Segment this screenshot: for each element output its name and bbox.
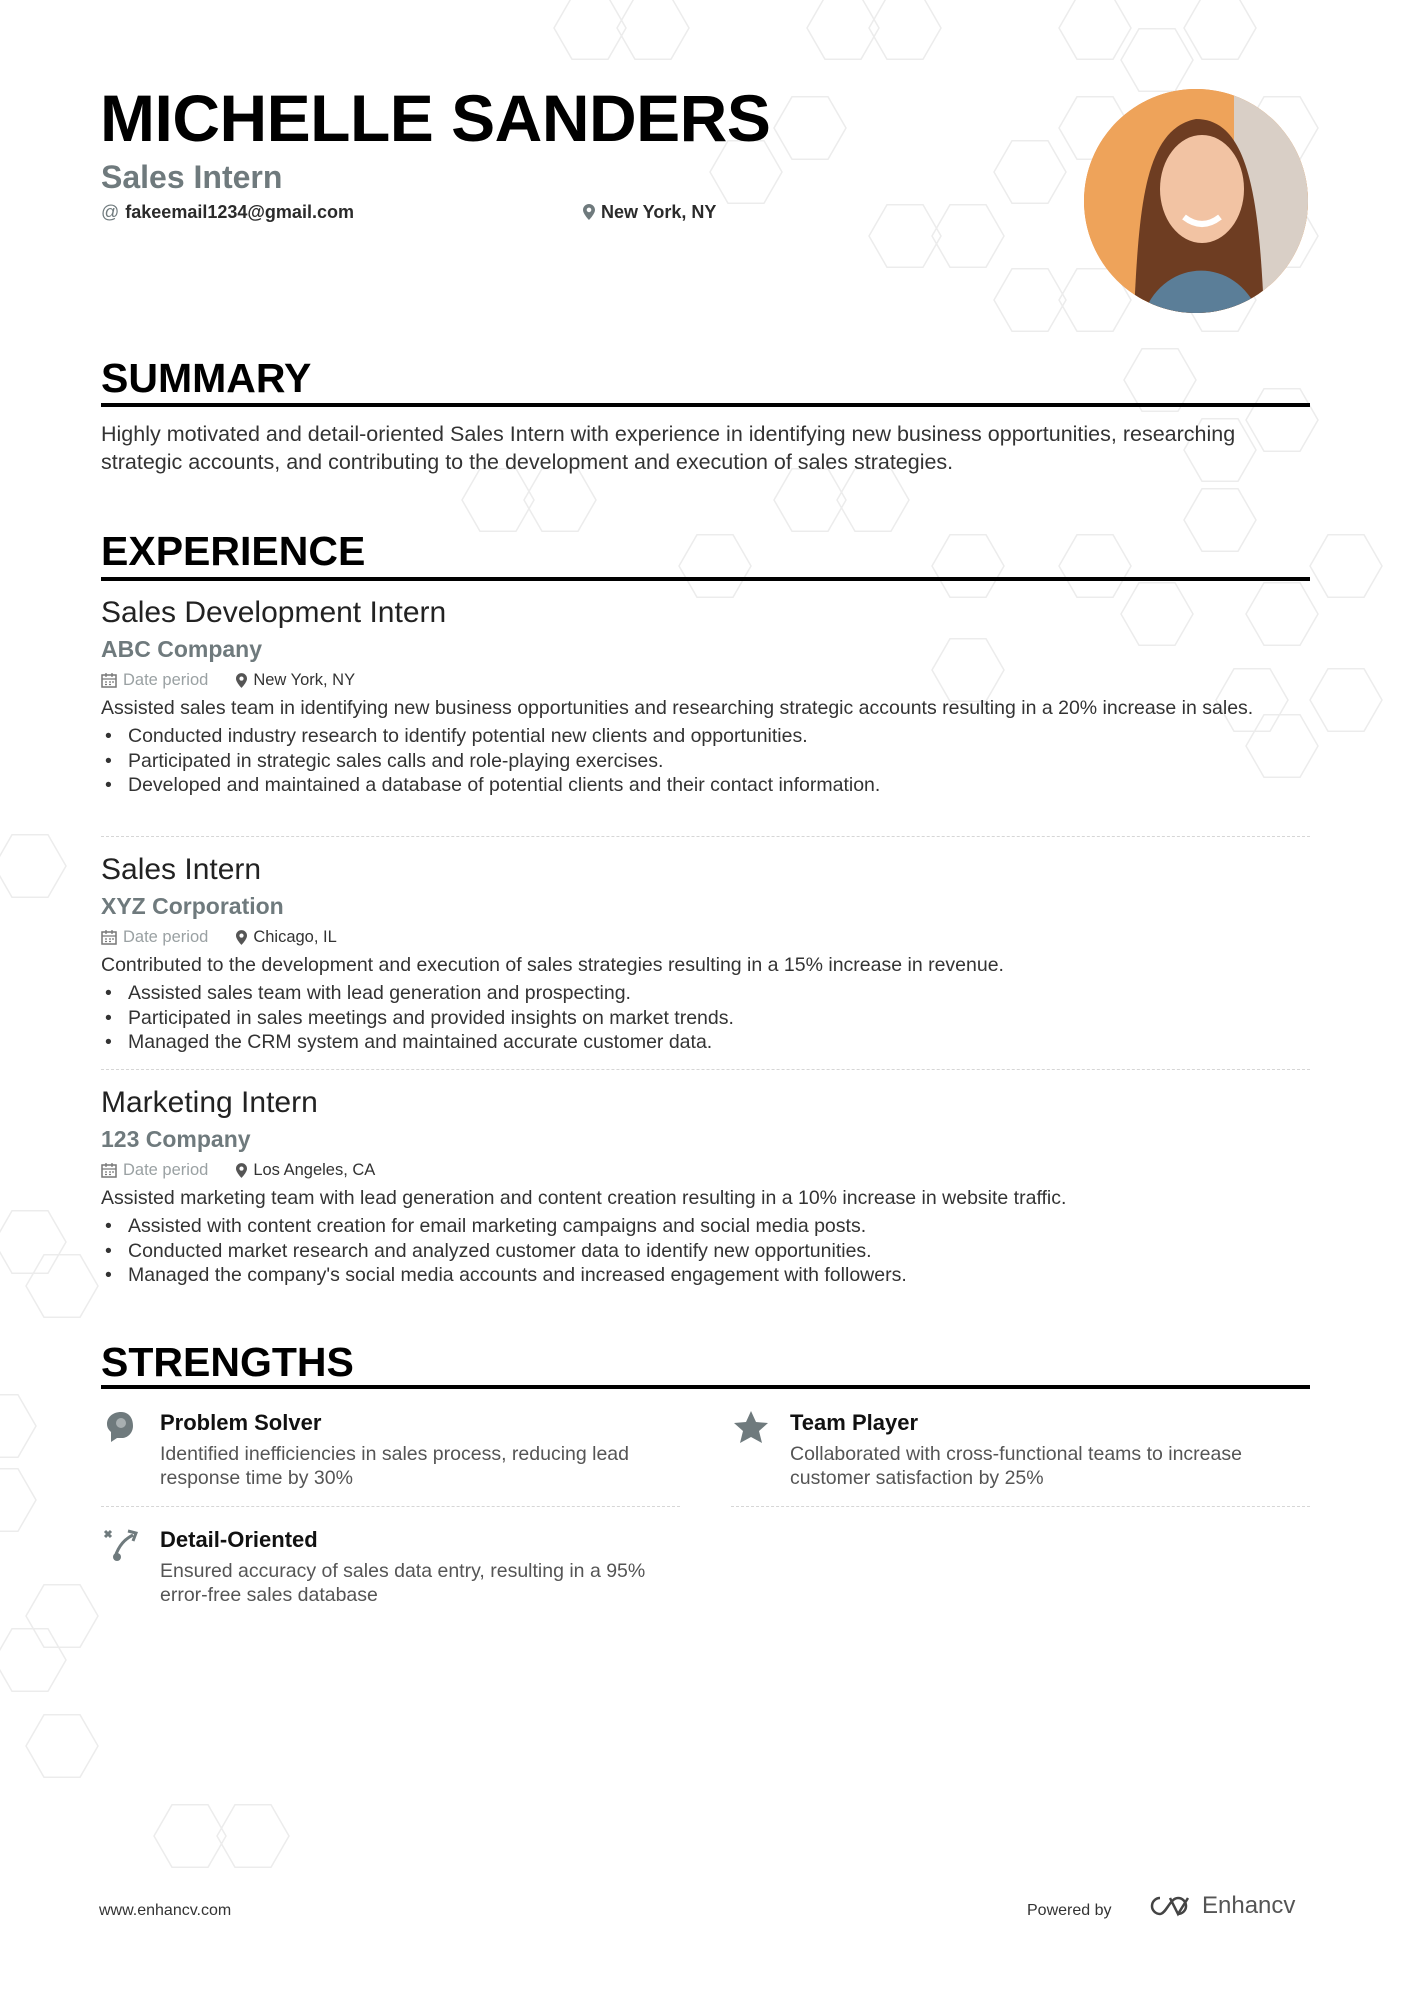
job-title: Marketing Intern bbox=[101, 1086, 318, 1119]
location-pin-icon bbox=[236, 673, 247, 688]
hexagon-shape bbox=[994, 141, 1066, 203]
hexagon-shape bbox=[994, 269, 1066, 331]
hexagon-shape bbox=[679, 535, 751, 597]
job-bullet: • Managed the company's social media accounts and increased engagement with followers. bbox=[101, 1263, 1310, 1288]
job-meta bbox=[101, 925, 1310, 949]
job-bullet: • Conducted industry research to identify potential new clients and opportunities. bbox=[101, 724, 1310, 749]
at-icon: @ bbox=[101, 202, 120, 222]
hexagon-shape bbox=[554, 0, 626, 59]
hexagon-shape bbox=[0, 1395, 36, 1457]
hexagon-shape bbox=[0, 835, 66, 897]
date-period: Date period bbox=[123, 1161, 209, 1179]
job-description: Contributed to the development and execution of sales strategies resulting in a 15% increase in revenue. bbox=[101, 954, 1004, 976]
email-contact[interactable] bbox=[101, 200, 354, 224]
candidate-name: MICHELLE SANDERS bbox=[100, 81, 771, 155]
hexagon-shape bbox=[1124, 349, 1196, 411]
hexagon-shape bbox=[26, 1255, 98, 1317]
hexagon-shape bbox=[774, 97, 846, 159]
hexagon-shape bbox=[869, 205, 941, 267]
star-icon bbox=[731, 1408, 771, 1448]
job-bullet: • Participated in strategic sales calls and role-playing exercises. bbox=[101, 749, 1310, 774]
job-location: Los Angeles, CA bbox=[253, 1161, 376, 1179]
strength-description: Ensured accuracy of sales data entry, resulting in a 95% error-free sales database bbox=[160, 1560, 646, 1606]
hexagon-shape bbox=[1121, 29, 1193, 91]
website-link[interactable]: www.enhancv.com bbox=[99, 1902, 232, 1919]
company-name: ABC Company bbox=[101, 636, 263, 662]
job-bullet: • Conducted market research and analyzed customer data to identify new opportunities. bbox=[101, 1239, 1310, 1264]
job-bullets bbox=[101, 981, 1310, 1055]
strengths-divider bbox=[101, 1385, 1310, 1389]
experience-heading: EXPERIENCE bbox=[101, 528, 366, 574]
experience-entry bbox=[101, 594, 1310, 798]
email-text: fakeemail1234@gmail.com bbox=[125, 202, 354, 222]
location-pin-icon bbox=[236, 1163, 247, 1178]
job-description: Assisted sales team in identifying new business opportunities and researching strategic accounts resulting in a 20% increase in sales. bbox=[101, 697, 1254, 719]
strength-description: Collaborated with cross-functional teams to increase customer satisfaction by 25% bbox=[790, 1443, 1242, 1489]
hexagon-shape bbox=[774, 469, 846, 531]
strategy-icon bbox=[101, 1525, 141, 1565]
location-pin-icon bbox=[236, 930, 247, 945]
job-description: Assisted marketing team with lead generation and content creation resulting in a 10% increase in website traffic. bbox=[101, 1187, 1067, 1209]
job-bullet: • Managed the CRM system and maintained accurate customer data. bbox=[101, 1030, 1310, 1055]
strengths-heading: STRENGTHS bbox=[101, 1339, 354, 1385]
job-meta bbox=[101, 668, 1310, 692]
calendar-icon bbox=[101, 1162, 117, 1178]
hexagon-shape bbox=[26, 1585, 98, 1647]
hexagon-shape bbox=[0, 1469, 36, 1531]
hexagon-shape bbox=[1310, 669, 1382, 731]
strength-description: Identified inefficiencies in sales process, reducing lead response time by 30% bbox=[160, 1443, 629, 1489]
hexagon-shape bbox=[1059, 0, 1131, 59]
candidate-role: Sales Intern bbox=[101, 159, 283, 195]
job-bullet: • Assisted with content creation for email marketing campaigns and social media posts. bbox=[101, 1214, 1310, 1239]
experience-divider bbox=[101, 577, 1310, 581]
job-title: Sales Development Intern bbox=[101, 596, 447, 629]
hexagon-shape bbox=[217, 1805, 289, 1867]
date-period: Date period bbox=[123, 671, 209, 689]
job-bullets bbox=[101, 1214, 1310, 1288]
hexagon-shape bbox=[0, 1211, 66, 1273]
experience-separator bbox=[101, 836, 1310, 837]
location-text: New York, NY bbox=[601, 202, 717, 222]
job-title: Sales Intern bbox=[101, 853, 262, 886]
hexagon-shape bbox=[154, 1805, 226, 1867]
job-location: New York, NY bbox=[253, 671, 356, 689]
hexagon-shape bbox=[807, 0, 879, 59]
enhancv-brand: Enhancv bbox=[1202, 1892, 1296, 1919]
company-name: XYZ Corporation bbox=[101, 893, 284, 919]
summary-heading: SUMMARY bbox=[101, 355, 312, 401]
experience-entry bbox=[101, 851, 1310, 1055]
job-bullets bbox=[101, 724, 1310, 798]
location-contact bbox=[583, 200, 716, 224]
powered-by-label: Powered by bbox=[1027, 1902, 1112, 1919]
summary-divider bbox=[101, 403, 1310, 407]
calendar-icon bbox=[101, 672, 117, 688]
strength-item bbox=[731, 1408, 1311, 1490]
hexagon-shape bbox=[837, 469, 909, 531]
hexagon-shape bbox=[617, 0, 689, 59]
hexagon-shape bbox=[1184, 0, 1256, 59]
strength-title: Team Player bbox=[790, 1410, 919, 1435]
strength-separator bbox=[101, 1506, 680, 1507]
strength-separator bbox=[731, 1506, 1310, 1507]
company-name: 123 Company bbox=[101, 1126, 251, 1152]
hexagon-shape bbox=[932, 205, 1004, 267]
hexagon-shape bbox=[1310, 535, 1382, 597]
enhancv-logo-icon bbox=[1146, 1894, 1192, 1918]
location-pin-icon bbox=[583, 204, 595, 220]
hexagon-shape bbox=[1184, 489, 1256, 551]
hexagon-shape bbox=[1059, 535, 1131, 597]
calendar-icon bbox=[101, 929, 117, 945]
experience-separator bbox=[101, 1069, 1310, 1070]
hexagon-shape bbox=[0, 1629, 66, 1691]
job-bullet: • Developed and maintained a database of potential clients and their contact information. bbox=[101, 773, 1310, 798]
strength-item bbox=[101, 1525, 681, 1607]
strength-item bbox=[101, 1408, 681, 1490]
job-bullet: • Participated in sales meetings and provided insights on market trends. bbox=[101, 1006, 1310, 1031]
job-location: Chicago, IL bbox=[253, 928, 337, 946]
enhancv-logo[interactable] bbox=[1146, 1892, 1295, 1920]
hexagon-shape bbox=[932, 535, 1004, 597]
date-period: Date period bbox=[123, 928, 209, 946]
hexagon-shape bbox=[26, 1715, 98, 1777]
job-meta bbox=[101, 1158, 1310, 1182]
summary-text: Highly motivated and detail-oriented Sales Intern with experience in identifying new business opportunities, researching strategic accounts, and contributing to the development and execution of sales strategies. bbox=[101, 422, 1236, 474]
head-brain-icon bbox=[101, 1408, 141, 1448]
job-bullet: • Assisted sales team with lead generation and prospecting. bbox=[101, 981, 1310, 1006]
experience-entry bbox=[101, 1084, 1310, 1288]
strength-title: Detail-Oriented bbox=[160, 1527, 318, 1552]
strength-title: Problem Solver bbox=[160, 1410, 322, 1435]
profile-photo bbox=[1084, 89, 1308, 313]
hexagon-shape bbox=[869, 0, 941, 59]
